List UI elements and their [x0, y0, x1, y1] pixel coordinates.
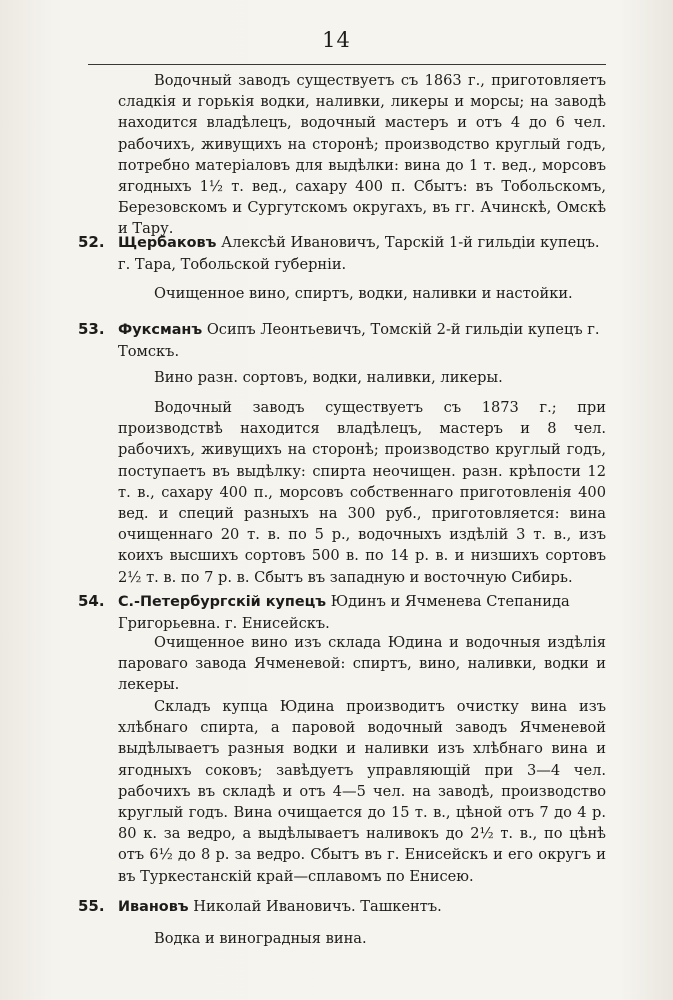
entry-53-products: Вино разн. сортовъ, водки, наливки, ликеры.	[154, 369, 503, 386]
entry-heading-text: Юдинъ и Ячменева Степанида Григорьевна. г. Енисейскъ.	[118, 593, 570, 633]
entry-heading-text: Осипъ Леонтьевичъ, Томскій 2-й гильдіи купецъ г. Томскъ.	[118, 321, 600, 361]
entry-name: С.-Петербургскій купецъ	[118, 594, 327, 610]
entry-heading	[118, 896, 606, 918]
intro-paragraph: Водочный заводъ существуетъ съ 1863 г., приготовляетъ сладкія и горькія водки, наливки, ликеры и морсы; на заводѣ находится владѣлецъ, водочный мастеръ и отъ 4 до 6 чел. рабочихъ, живущихъ на сторонѣ; производство круглый годъ, потребно матеріаловъ для выдѣлки: вина до 1 т. вед., морсовъ ягодныхъ 1½ т. вед., сахару 400 п. Сбытъ: въ Тобольскомъ, Березовскомъ и Сургутскомъ округахъ, въ гг. Ачинскѣ, Омскѣ и Тару.	[118, 72, 606, 238]
entry-number: 53.	[78, 320, 105, 338]
entry-number: 55.	[78, 897, 105, 915]
entry-53-description: Водочный заводъ существуетъ съ 1873 г.; при производствѣ находится владѣлецъ, мастеръ и 8 чел. рабочихъ, живущихъ на сторонѣ; производство круглый годъ, поступаетъ въ выдѣлку: спирта неочищен. разн. крѣпости 12 т. в., сахару 400 п., морсовъ собственнаго приготовленія 400 вед. и специй разныхъ на 300 руб., приготовляется: вина очищеннаго 20 т. в. по 5 р., водочныхъ издѣлій 3 т. в., изъ коихъ высшихъ сортовъ 500 в. по 14 р. в. и низшихъ сортовъ 2½ т. в. по 7 р. в. Сбытъ въ западную и восточную Сибирь.	[118, 399, 606, 586]
entry-heading	[118, 319, 606, 362]
entry-heading	[118, 232, 606, 275]
entry-52-products: Очищенное вино, спиртъ, водки, наливки и настойки.	[154, 285, 573, 302]
header-rule	[88, 64, 606, 65]
entry-54-description: Складъ купца Юдина производитъ очистку вина изъ хлѣбнаго спирта, а паровой водочный заводъ Ячменевой выдѣлываетъ разныя водки и наливки изъ хлѣбнаго вина и ягодныхъ соковъ; завѣдуетъ управляющій при 3—4 чел. рабочихъ въ складѣ и отъ 4—5 чел. на заводѣ, производство круглый годъ. Вина очищается до 15 т. в., цѣной отъ 7 до 4 р. 80 к. за ведро, а выдѣлываетъ наливокъ до 2½ т. в., по цѣнѣ отъ 6½ до 8 р. за ведро. Сбытъ въ г. Енисейскъ и его округъ и въ Туркестанскій край—сплавомъ по Енисею.	[118, 698, 606, 885]
page-number: 14	[322, 28, 351, 52]
entry-heading-text: Алексѣй Ивановичъ, Тарскій 1-й гильдіи купецъ. г. Тара, Тобольской губерніи.	[118, 234, 600, 274]
entry-name: Ивановъ	[118, 899, 189, 915]
entry-heading-text: Николай Ивановичъ. Ташкентъ.	[188, 898, 442, 915]
entry-heading	[118, 591, 606, 634]
entry-number: 52.	[78, 233, 105, 251]
entry-name: Щербаковъ	[118, 235, 217, 251]
entry-name: Фукcманъ	[118, 322, 203, 338]
entry-number: 54.	[78, 592, 105, 610]
entry-54-products: Очищенное вино изъ склада Юдина и водочныя издѣлія пароваго завода Ячменевой: спиртъ, вино, наливки, водки и лекеры.	[118, 634, 606, 694]
entry-55-products: Водка и виноградныя вина.	[154, 930, 367, 947]
